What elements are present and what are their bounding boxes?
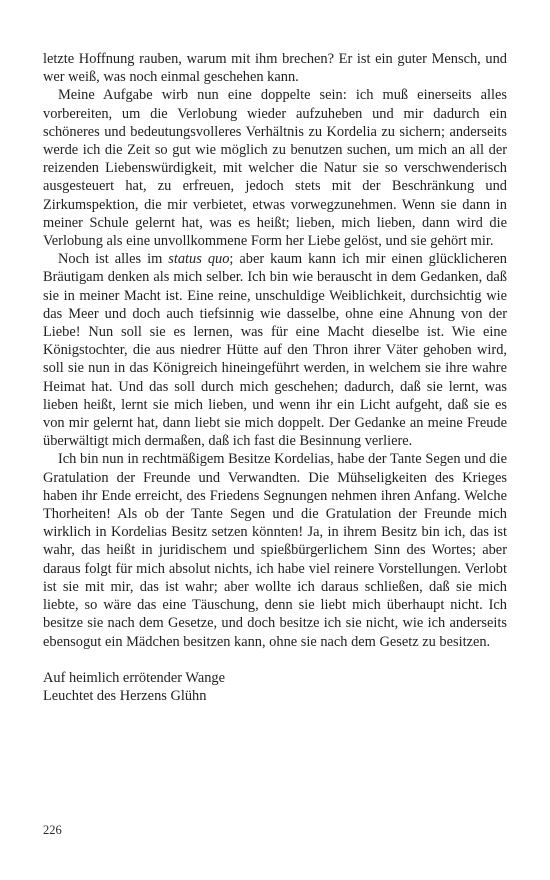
paragraph-3-italic: status quo xyxy=(168,251,230,268)
verse-block xyxy=(43,669,507,705)
paragraph-3 xyxy=(43,250,507,450)
paragraph-1: letzte Hoffnung rauben, warum mit ihm brechen? Er ist ein guter Mensch, und wer weiß, was noch einmal geschehen kann. xyxy=(43,51,507,86)
page-body xyxy=(43,50,507,705)
page-number: 226 xyxy=(43,823,62,837)
verse-line-2: Leuchtet des Herzens Glühn xyxy=(43,687,207,704)
paragraph-3-before: Noch ist alles im xyxy=(58,251,169,268)
paragraph-4: Ich bin nun in rechtmäßigem Besitze Kordelias, habe der Tante Segen und die Gratulation der Freunde und Verwandten. Die Mühseligkeiten des Krieges haben ihr Ende erreicht, des Friedens Segnungen nehmen ihren Anfang. Welche Thorheiten! Als ob der Tante Segen und die Gratulation der Freunde mich wirklich in Kordelias Besitz setzen könnten! Ja, in ihrem Besitz bin ich, das ist wahr, das heißt in juridischem und spießbürgerlichem Sinn des Wortes; aber daraus folgt für mich absolut nichts, ich habe viel reinere Vorstellungen. Verlobt ist sie mit mir, das ist wahr; aber wollte ich daraus schließen, daß sie mich liebte, so wäre das eine Täuschung, denn sie liebt mich überhaupt nicht. Ich besitze sie nach dem Gesetze, und doch besitze ich sie nicht, wie ich anderseits ebensogut ein Mädchen besitzen kann, ohne sie nach dem Gesetz zu besitzen. xyxy=(43,451,507,650)
paragraph-2: Meine Aufgabe wirb nun eine doppelte sein: ich muß einerseits alles vorbereiten, um die Verlobung wieder aufzuheben und mir dadurch ein schöneres und bedeutungsvolleres Verhältnis zu Kordelia zu sichern; anderseits werde ich die Zeit so gut wie möglich zu benutzen suchen, um mich an all der reizenden Liebenswürdigkeit, mit welcher die Natur sie so verschwenderisch ausgesteuert hat, zu erfreuen, jedoch stets mit der Beschränkung und Zirkumspektion, die mir verbietet, etwas vorwegzunehmen. Wenn sie dann in meiner Schule gelernt hat, was es heißt; lieben, mich lieben, dann wird die Verlobung als eine unvollkommene Form her Liebe gelöst, und sie gehört mir. xyxy=(43,87,507,250)
paragraph-3-after: ; aber kaum kann ich mir einen glücklicheren Bräutigam denken als mich selber. Ich bin wie berauscht in dem Gedanken, daß sie in meiner Macht ist. Eine reine, unschuldige Weiblichkeit, durchsichtig wie das Meer und doch auch tiefsinnig wie dasselbe, ohne eine Ahnung von der Liebe! Nun soll sie es lernen, was für eine Macht dieselbe ist. Wie eine Königstochter, die aus niedrer Hütte auf den Thron ihrer Väter gehoben wird, soll sie nun in das Königreich hineingeführt werden, in welchem sie ihre wahre Heimat hat. Und das soll durch mich geschehen; dadurch, daß sie lernt, was lieben heißt, lernt sie mich lieben, und wenn ihr ein Licht aufgeht, daß sie es von mir gelernt hat, dann liebt sie mich doppelt. Der Gedanke an meine Freude überwältigt mich dermaßen, daß ich fast die Besinnung verliere. xyxy=(43,251,507,450)
verse-line-1: Auf heimlich errötender Wange xyxy=(43,669,225,686)
